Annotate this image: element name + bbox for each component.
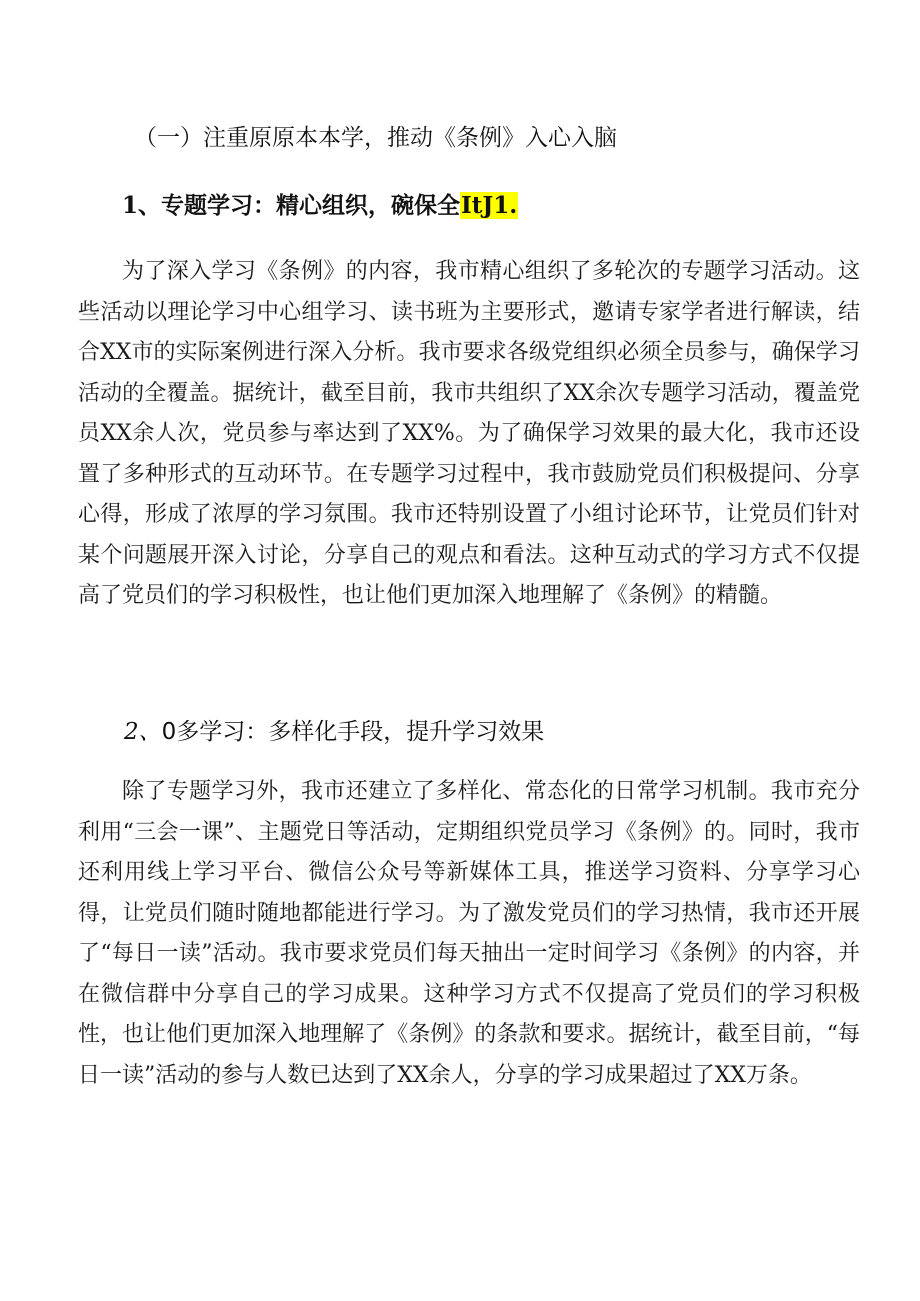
section-heading: （一）注重原原本本学，推动《条例》入心入脑	[134, 125, 617, 151]
subsection-2-title: 0多学习：多样化手段，提升学习效果	[161, 719, 545, 745]
paragraph-2: 除了专题学习外，我市还建立了多样化、常态化的日常学习机制。我市充分利用“三会一课”、主题党日等活动，定期组织党员学习《条例》的。同时，我市还利用线上学习平台、微信公众号等新媒体工具，推送学习资料、分享学习心得，让党员们随时随地都能进行学习。为了激发党员们的学习热情，我市还开展了“每日一读”活动。我市要求党员们每天抽出一定时间学习《条例》的内容，并在微信群中分享自己的学习成果。这种学习方式不仅提高了党员们的学习积极性，也让他们更加深入地理解了《条例》的条款和要求。据统计，截至目前，“每日一读”活动的参与人数已达到了XX余人，分享的学习成果超过了XX万条。	[78, 779, 860, 1088]
paragraph-1: 为了深入学习《条例》的内容，我市精心组织了多轮次的专题学习活动。这些活动以理论学习中心组学习、读书班为主要形式，邀请专家学者进行解读，结合XX市的实际案例进行深入分析。我市要求各级党组织必须全员参与，确保学习活动的全覆盖。据统计，截至目前，我市共组织了XX余次专题学习活动，覆盖党员XX余人次，党员参与率达到了XX%。为了确保学习效果的最大化，我市还设置了多种形式的互动环节。在专题学习过程中，我市鼓励党员们积极提问、分享心得，形成了浓厚的学习氛围。我市还特别设置了小组讨论环节，让党员们针对某个问题展开深入讨论，分享自己的观点和看法。这种互动式的学习方式不仅提高了党员们的学习积极性，也让他们更加深入地理解了《条例》的精髓。	[78, 259, 860, 608]
subsection-1-heading	[122, 192, 518, 220]
subsection-1-number: 1、	[122, 192, 162, 219]
highlighted-text: ItJ1.	[461, 192, 518, 219]
subsection-1-title: 专题学习：精心组织，碗保全	[161, 193, 461, 219]
subsection-2-heading	[124, 718, 544, 746]
subsection-2-number: 2、	[124, 719, 162, 745]
